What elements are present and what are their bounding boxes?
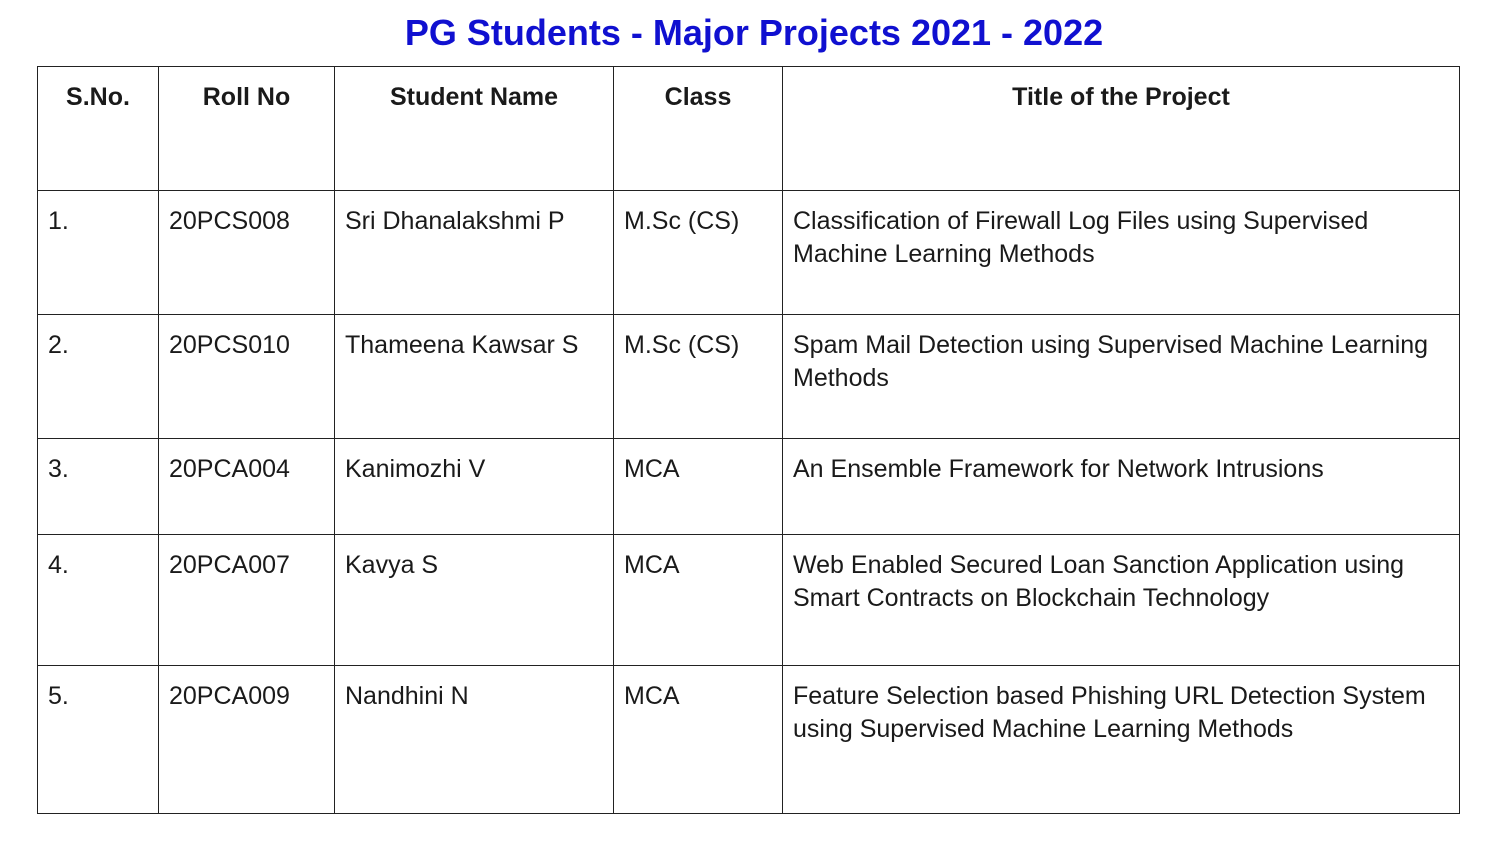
cell-class: MCA xyxy=(614,666,783,814)
column-header-sno: S.No. xyxy=(38,67,159,191)
column-header-project-title: Title of the Project xyxy=(783,67,1460,191)
cell-project-title: Classification of Firewall Log Files using Supervised Machine Learning Methods xyxy=(783,191,1460,315)
cell-project-title: An Ensemble Framework for Network Intrusions xyxy=(783,439,1460,535)
table-row xyxy=(38,191,1460,315)
cell-sno: 2. xyxy=(38,315,159,439)
cell-student-name: Kavya S xyxy=(335,535,614,666)
cell-sno: 1. xyxy=(38,191,159,315)
table-row xyxy=(38,439,1460,535)
cell-student-name: Kanimozhi V xyxy=(335,439,614,535)
cell-class: M.Sc (CS) xyxy=(614,191,783,315)
column-header-roll-no: Roll No xyxy=(159,67,335,191)
cell-project-title: Web Enabled Secured Loan Sanction Application using Smart Contracts on Blockchain Technology xyxy=(783,535,1460,666)
cell-student-name: Sri Dhanalakshmi P xyxy=(335,191,614,315)
cell-sno: 3. xyxy=(38,439,159,535)
cell-roll-no: 20PCA007 xyxy=(159,535,335,666)
table-header-row xyxy=(38,67,1460,191)
cell-sno: 4. xyxy=(38,535,159,666)
cell-project-title: Spam Mail Detection using Supervised Machine Learning Methods xyxy=(783,315,1460,439)
cell-class: M.Sc (CS) xyxy=(614,315,783,439)
table-row xyxy=(38,666,1460,814)
table-row xyxy=(38,535,1460,666)
projects-table xyxy=(37,66,1460,814)
column-header-student-name: Student Name xyxy=(335,67,614,191)
page-title: PG Students - Major Projects 2021 - 2022 xyxy=(404,12,1104,53)
column-header-class: Class xyxy=(614,67,783,191)
cell-student-name: Thameena Kawsar S xyxy=(335,315,614,439)
cell-sno: 5. xyxy=(38,666,159,814)
cell-roll-no: 20PCS010 xyxy=(159,315,335,439)
cell-roll-no: 20PCS008 xyxy=(159,191,335,315)
cell-project-title: Feature Selection based Phishing URL Detection System using Supervised Machine Learning Methods xyxy=(783,666,1460,814)
cell-class: MCA xyxy=(614,439,783,535)
cell-student-name: Nandhini N xyxy=(335,666,614,814)
cell-class: MCA xyxy=(614,535,783,666)
cell-roll-no: 20PCA004 xyxy=(159,439,335,535)
table-row xyxy=(38,315,1460,439)
cell-roll-no: 20PCA009 xyxy=(159,666,335,814)
